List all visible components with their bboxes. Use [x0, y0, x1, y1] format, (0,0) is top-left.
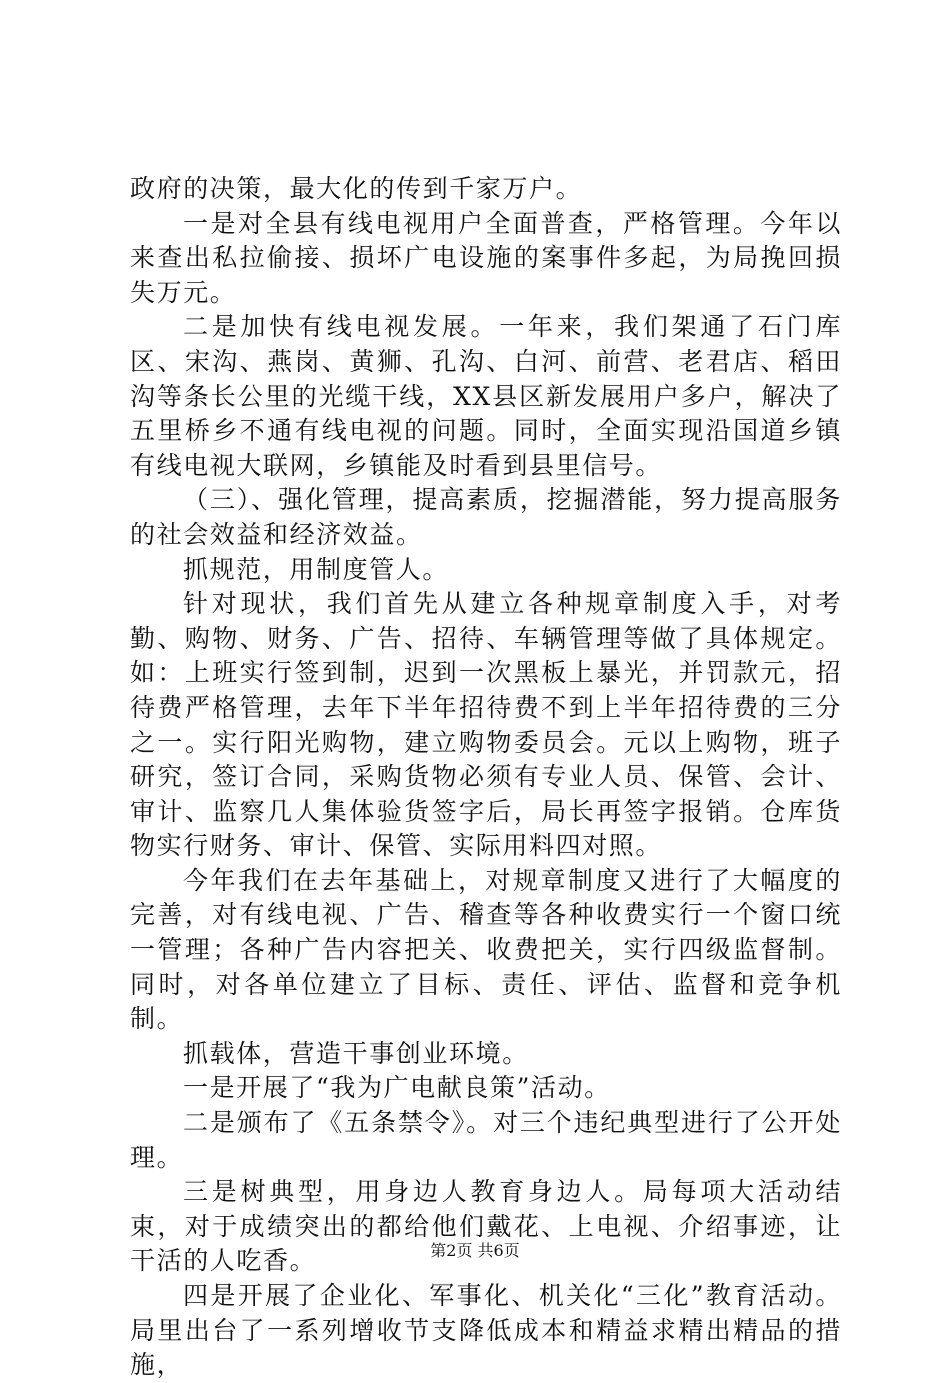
paragraph-9: 一是开展了“我为广电献良策”活动。: [183, 1073, 611, 1103]
paragraph-2: 一是对全县有线电视用户全面普查，严格管理。今年以来查出私拉偷接、损坏广电设施的案事件多起，为局挽回损失万元。: [130, 208, 842, 307]
paragraph-10: 二是颁布了《五条禁令》。对三个违纪典型进行了公开处理。: [130, 1108, 842, 1172]
page-number-footer: 第2页 共6页: [430, 1241, 520, 1260]
paragraph-3: 二是加快有线电视发展。一年来，我们架通了石门库区、宋沟、燕岗、黄狮、孔沟、白河、前营、老君店、稻田沟等条长公里的光缆干线，XX县区新发展用户多户，解决了五里桥乡不通有线电视的问题。同时，全面实现沿国道乡镇有线电视大联网，乡镇能及时看到县里信号。: [130, 312, 842, 480]
document-body: [130, 172, 842, 1383]
paragraph-8: 抓载体，营造干事创业环境。: [183, 1038, 529, 1068]
paragraph-6: 针对现状，我们首先从建立各种规章制度入手，对考勤、购物、财务、广告、招待、车辆管理等做了具体规定。如：上班实行签到制，迟到一次黑板上暴光，并罚款元，招待费严格管理，去年下半年招待费不到上半年招待费的三分之一。实行阳光购物，建立购物委员会。元以上购物，班子研究，签订合同，采购货物必须有专业人员、保管、会计、审计、监察几人集体验货签字后，局长再签字报销。仓库货物实行财务、审计、保管、实际用料四对照。: [130, 589, 842, 861]
paragraph-11: 三是树典型，用身边人教育身边人。局每项大活动结束，对于成绩突出的都给他们戴花、上电视、介绍事迹，让干活的人吃香。: [130, 1177, 842, 1276]
paragraph-5: 抓规范，用制度管人。: [183, 554, 450, 584]
paragraph-4: （三）、强化管理，提高素质，挖掘潜能，努力提高服务的社会效益和经济效益。: [130, 485, 842, 549]
paragraph-7: 今年我们在去年基础上，对规章制度又进行了大幅度的完善，对有线电视、广告、稽查等各种收费实行一个窗口统一管理；各种广告内容把关、收费把关，实行四级监督制。同时，对各单位建立了目标、责任、评估、监督和竞争机制。: [130, 865, 842, 1034]
paragraph-12: 四是开展了企业化、军事化、机关化“三化”教育活动。局里出台了一系列增收节支降低成本和精益求精出精品的措施，: [130, 1281, 842, 1380]
paragraph-1: 政府的决策，最大化的传到千家万户。: [130, 174, 583, 203]
